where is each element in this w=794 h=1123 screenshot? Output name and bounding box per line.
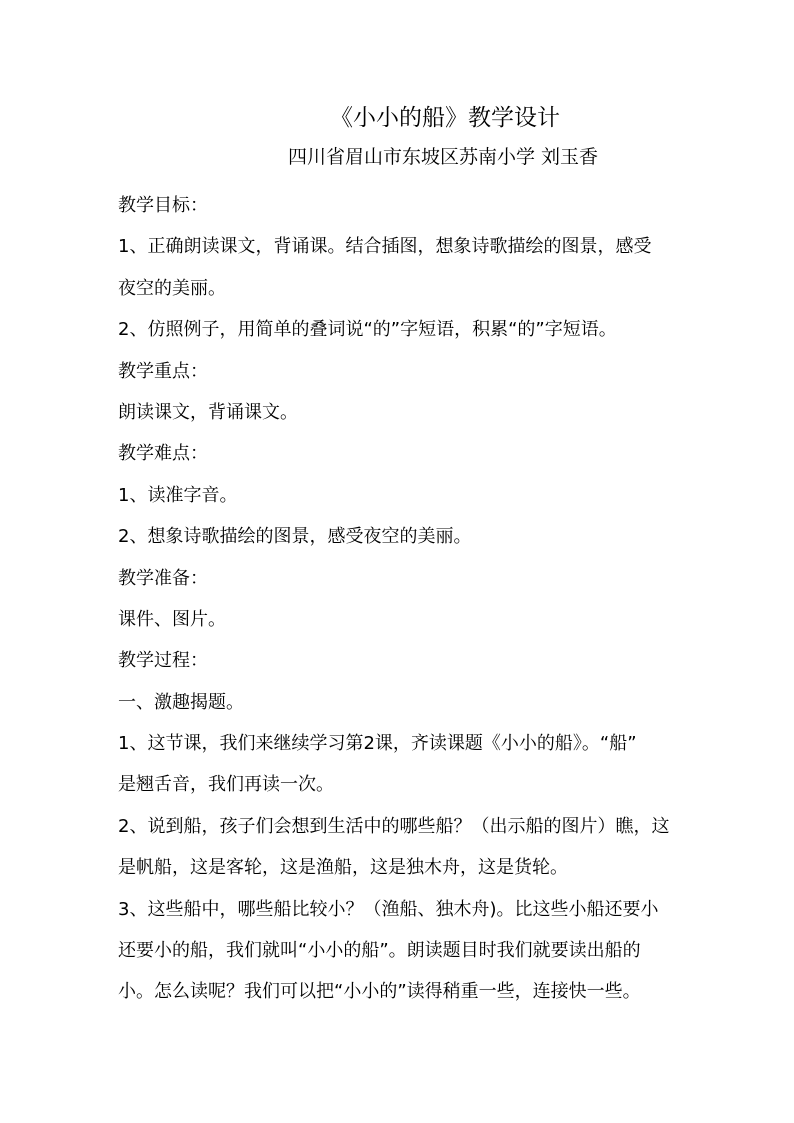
document-title: 《小小的船》教学设计 (330, 105, 560, 131)
paragraph-line: 2、仿照例子，用简单的叠词说“的”字短语，积累“的”字短语。 (118, 319, 617, 341)
paragraph-line: 1、读准字音。 (118, 484, 238, 506)
section-heading-process: 教学过程： (118, 650, 208, 672)
paragraph-line: 是帆船，这是客轮，这是渔船，这是独木舟，这是货轮。 (118, 857, 568, 879)
document-author: 四川省眉山市东坡区苏南小学 刘玉香 (288, 146, 599, 168)
section-heading-key-points: 教学重点： (118, 360, 208, 382)
paragraph-line: 课件、图片。 (118, 608, 226, 630)
paragraph-line: 1、正确朗读课文，背诵课。结合插图，想象诗歌描绘的图景，感受 (118, 236, 652, 258)
document-body (118, 185, 678, 1013)
section-heading-preparation: 教学准备： (118, 567, 208, 589)
paragraph-line: 夜空的美丽。 (118, 277, 226, 299)
paragraph-line: 3、这些船中，哪些船比较小？（渔船、独木舟)。比这些小船还要小 (118, 898, 659, 920)
subsection-heading: 一、激趣揭题。 (118, 691, 244, 713)
paragraph-line: 还要小的船，我们就叫“小小的船”。朗读题目时我们就要读出船的 (118, 940, 641, 962)
section-heading-difficulties: 教学难点： (118, 443, 208, 465)
paragraph-line: 小。怎么读呢？我们可以把“小小的”读得稍重一些，连接快一些。 (118, 981, 641, 1003)
paragraph-line: 2、想象诗歌描绘的图景，感受夜空的美丽。 (118, 526, 472, 548)
section-heading-objectives: 教学目标： (118, 195, 208, 216)
paragraph-line: 是翘舌音，我们再读一次。 (118, 774, 334, 796)
paragraph-line: 1、这节课，我们来继续学习第2课，齐读课题《小小的船》。“船” (118, 733, 637, 755)
paragraph-line: 2、说到船，孩子们会想到生活中的哪些船？（出示船的图片）瞧，这 (118, 815, 670, 837)
paragraph-line: 朗读课文，背诵课文。 (118, 401, 298, 423)
